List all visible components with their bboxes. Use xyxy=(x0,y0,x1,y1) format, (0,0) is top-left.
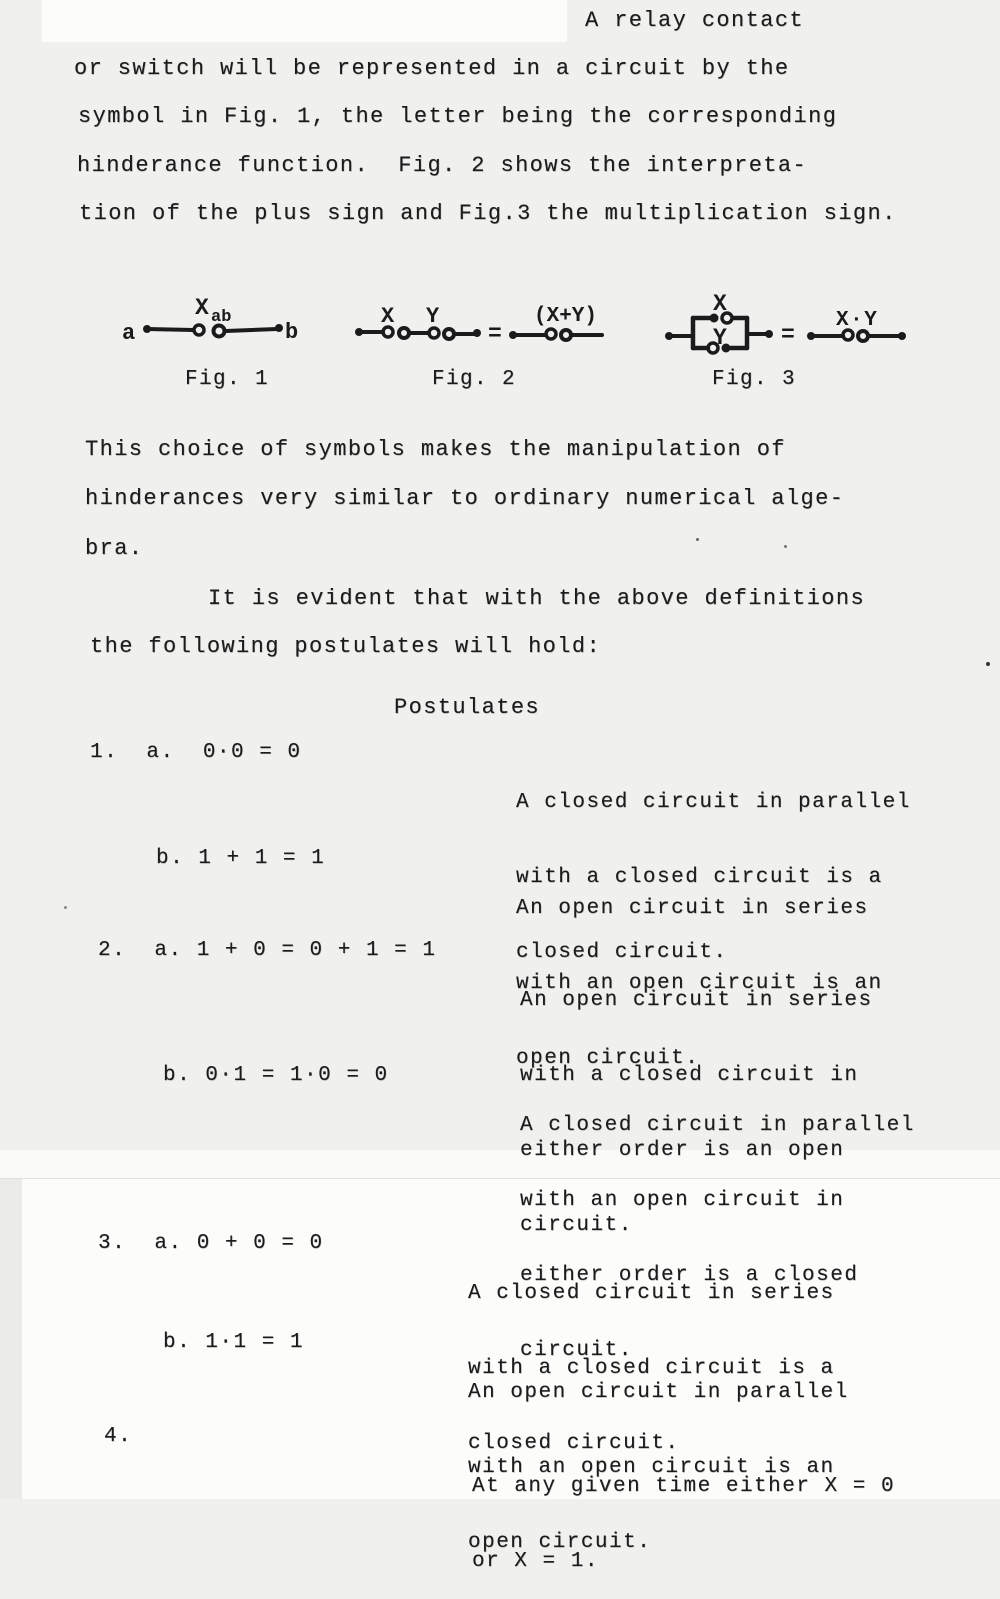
scan-speck xyxy=(64,906,67,909)
postulate-desc-line: circuit. xyxy=(520,1214,633,1237)
fig3-caption: Fig. 3 xyxy=(712,368,797,391)
fig2-contact-y-label: Y xyxy=(426,304,440,329)
contact-point xyxy=(399,328,409,338)
postulate-desc-line: with an open circuit is an xyxy=(468,1456,835,1479)
postulate-desc-line: with a closed circuit in xyxy=(520,1064,859,1087)
fig3-contact-x-label: X xyxy=(713,291,727,317)
fig2-sum-label: (X+Y) xyxy=(534,305,598,328)
postulate-desc-line: open circuit. xyxy=(516,1047,700,1070)
postulate-desc-line: or X = 1. xyxy=(472,1550,599,1573)
contact-point xyxy=(194,325,204,335)
postulate-desc-line: either order is an open xyxy=(520,1139,845,1162)
fig2-caption: Fig. 2 xyxy=(432,368,517,391)
contact-point xyxy=(561,330,571,340)
body-line: the following postulates will hold: xyxy=(90,634,602,659)
contact-point xyxy=(214,326,225,337)
body-line: It is evident that with the above definitions xyxy=(208,586,866,611)
scan-light-patch xyxy=(42,0,567,42)
postulate-desc-line: closed circuit. xyxy=(516,941,728,964)
fig3-parallel-circuit-diagram xyxy=(653,288,918,368)
body-line: This choice of symbols makes the manipulation of xyxy=(85,437,786,462)
postulate-desc-line: A closed circuit in parallel xyxy=(520,1114,915,1137)
fig1-caption: Fig. 1 xyxy=(185,368,270,391)
postulate-formula: 4. xyxy=(104,1425,133,1448)
postulate-description xyxy=(472,1424,895,1599)
contact-point xyxy=(546,329,556,339)
postulate-desc-line: with a closed circuit is a xyxy=(468,1357,835,1380)
postulate-desc-line: circuit. xyxy=(520,1339,633,1362)
postulates-heading: Postulates xyxy=(394,695,541,720)
postulate-desc-line: closed circuit. xyxy=(468,1432,680,1455)
intro-line: or switch will be represented in a circuit by the xyxy=(74,56,790,81)
fig2-equals-sign: = xyxy=(488,321,502,347)
scan-left-edge xyxy=(0,1179,22,1499)
body-line: hinderances very similar to ordinary numerical alge- xyxy=(85,486,845,511)
terminal-dot xyxy=(473,329,481,337)
postulate-formula: 1. a. 0·0 = 0 xyxy=(90,741,302,764)
fig1-hinderance-label: X xyxy=(195,295,209,321)
contact-point xyxy=(858,331,868,341)
fig3-equals-sign: = xyxy=(781,322,795,348)
postulate-desc-line: with a closed circuit is a xyxy=(516,866,883,889)
fig3-product-label: X·Y xyxy=(836,309,879,332)
scan-speck xyxy=(696,538,699,541)
contact-point xyxy=(429,328,439,338)
postulate-formula: b. 1·1 = 1 xyxy=(163,1331,305,1354)
postulate-desc-line: An open circuit in series xyxy=(520,989,873,1012)
postulate-desc-line: At any given time either X = 0 xyxy=(472,1475,896,1498)
scan-speck xyxy=(784,545,787,548)
intro-line: symbol in Fig. 1, the letter being the corresponding xyxy=(78,104,838,129)
terminal-dot xyxy=(898,332,906,340)
postulate-desc-line: open circuit. xyxy=(468,1531,652,1554)
fig3-contact-y-label: Y xyxy=(713,325,727,351)
postulate-desc-line: A closed circuit in parallel xyxy=(516,791,911,814)
postulate-desc-line: either order is a closed xyxy=(520,1264,859,1287)
postulate-formula: b. 1 + 1 = 1 xyxy=(156,847,326,870)
postulate-formula: 2. a. 1 + 0 = 0 + 1 = 1 xyxy=(98,939,437,962)
postulate-formula: 3. a. 0 + 0 = 0 xyxy=(98,1232,324,1255)
fig1-hinderance-subscript: ab xyxy=(211,308,232,327)
postulate-desc-line: An open circuit in series xyxy=(516,897,869,920)
fig2-series-circuit-diagram xyxy=(350,295,610,360)
scan-speck xyxy=(986,662,990,666)
postulate-desc-line: An open circuit in parallel xyxy=(468,1381,849,1404)
fig1-terminal-b-label: b xyxy=(285,320,299,345)
fig1-relay-contact-diagram xyxy=(118,288,318,358)
intro-line: hinderance function. Fig. 2 shows the interpreta- xyxy=(77,153,808,178)
body-line: bra. xyxy=(85,536,144,561)
postulate-desc-line: A closed circuit in series xyxy=(468,1282,835,1305)
terminal-dot xyxy=(765,330,773,338)
fig2-contact-x-label: X xyxy=(381,304,395,329)
intro-line: A relay contact xyxy=(585,8,805,33)
contact-point xyxy=(444,329,454,339)
intro-line: tion of the plus sign and Fig.3 the multiplication sign. xyxy=(79,201,897,226)
terminal-dot xyxy=(275,324,283,332)
fig1-terminal-a-label: a xyxy=(122,321,136,346)
postulate-desc-line: with an open circuit is an xyxy=(516,972,883,995)
postulate-formula: b. 0·1 = 1·0 = 0 xyxy=(163,1064,389,1087)
postulate-desc-line: with an open circuit in xyxy=(520,1189,845,1212)
